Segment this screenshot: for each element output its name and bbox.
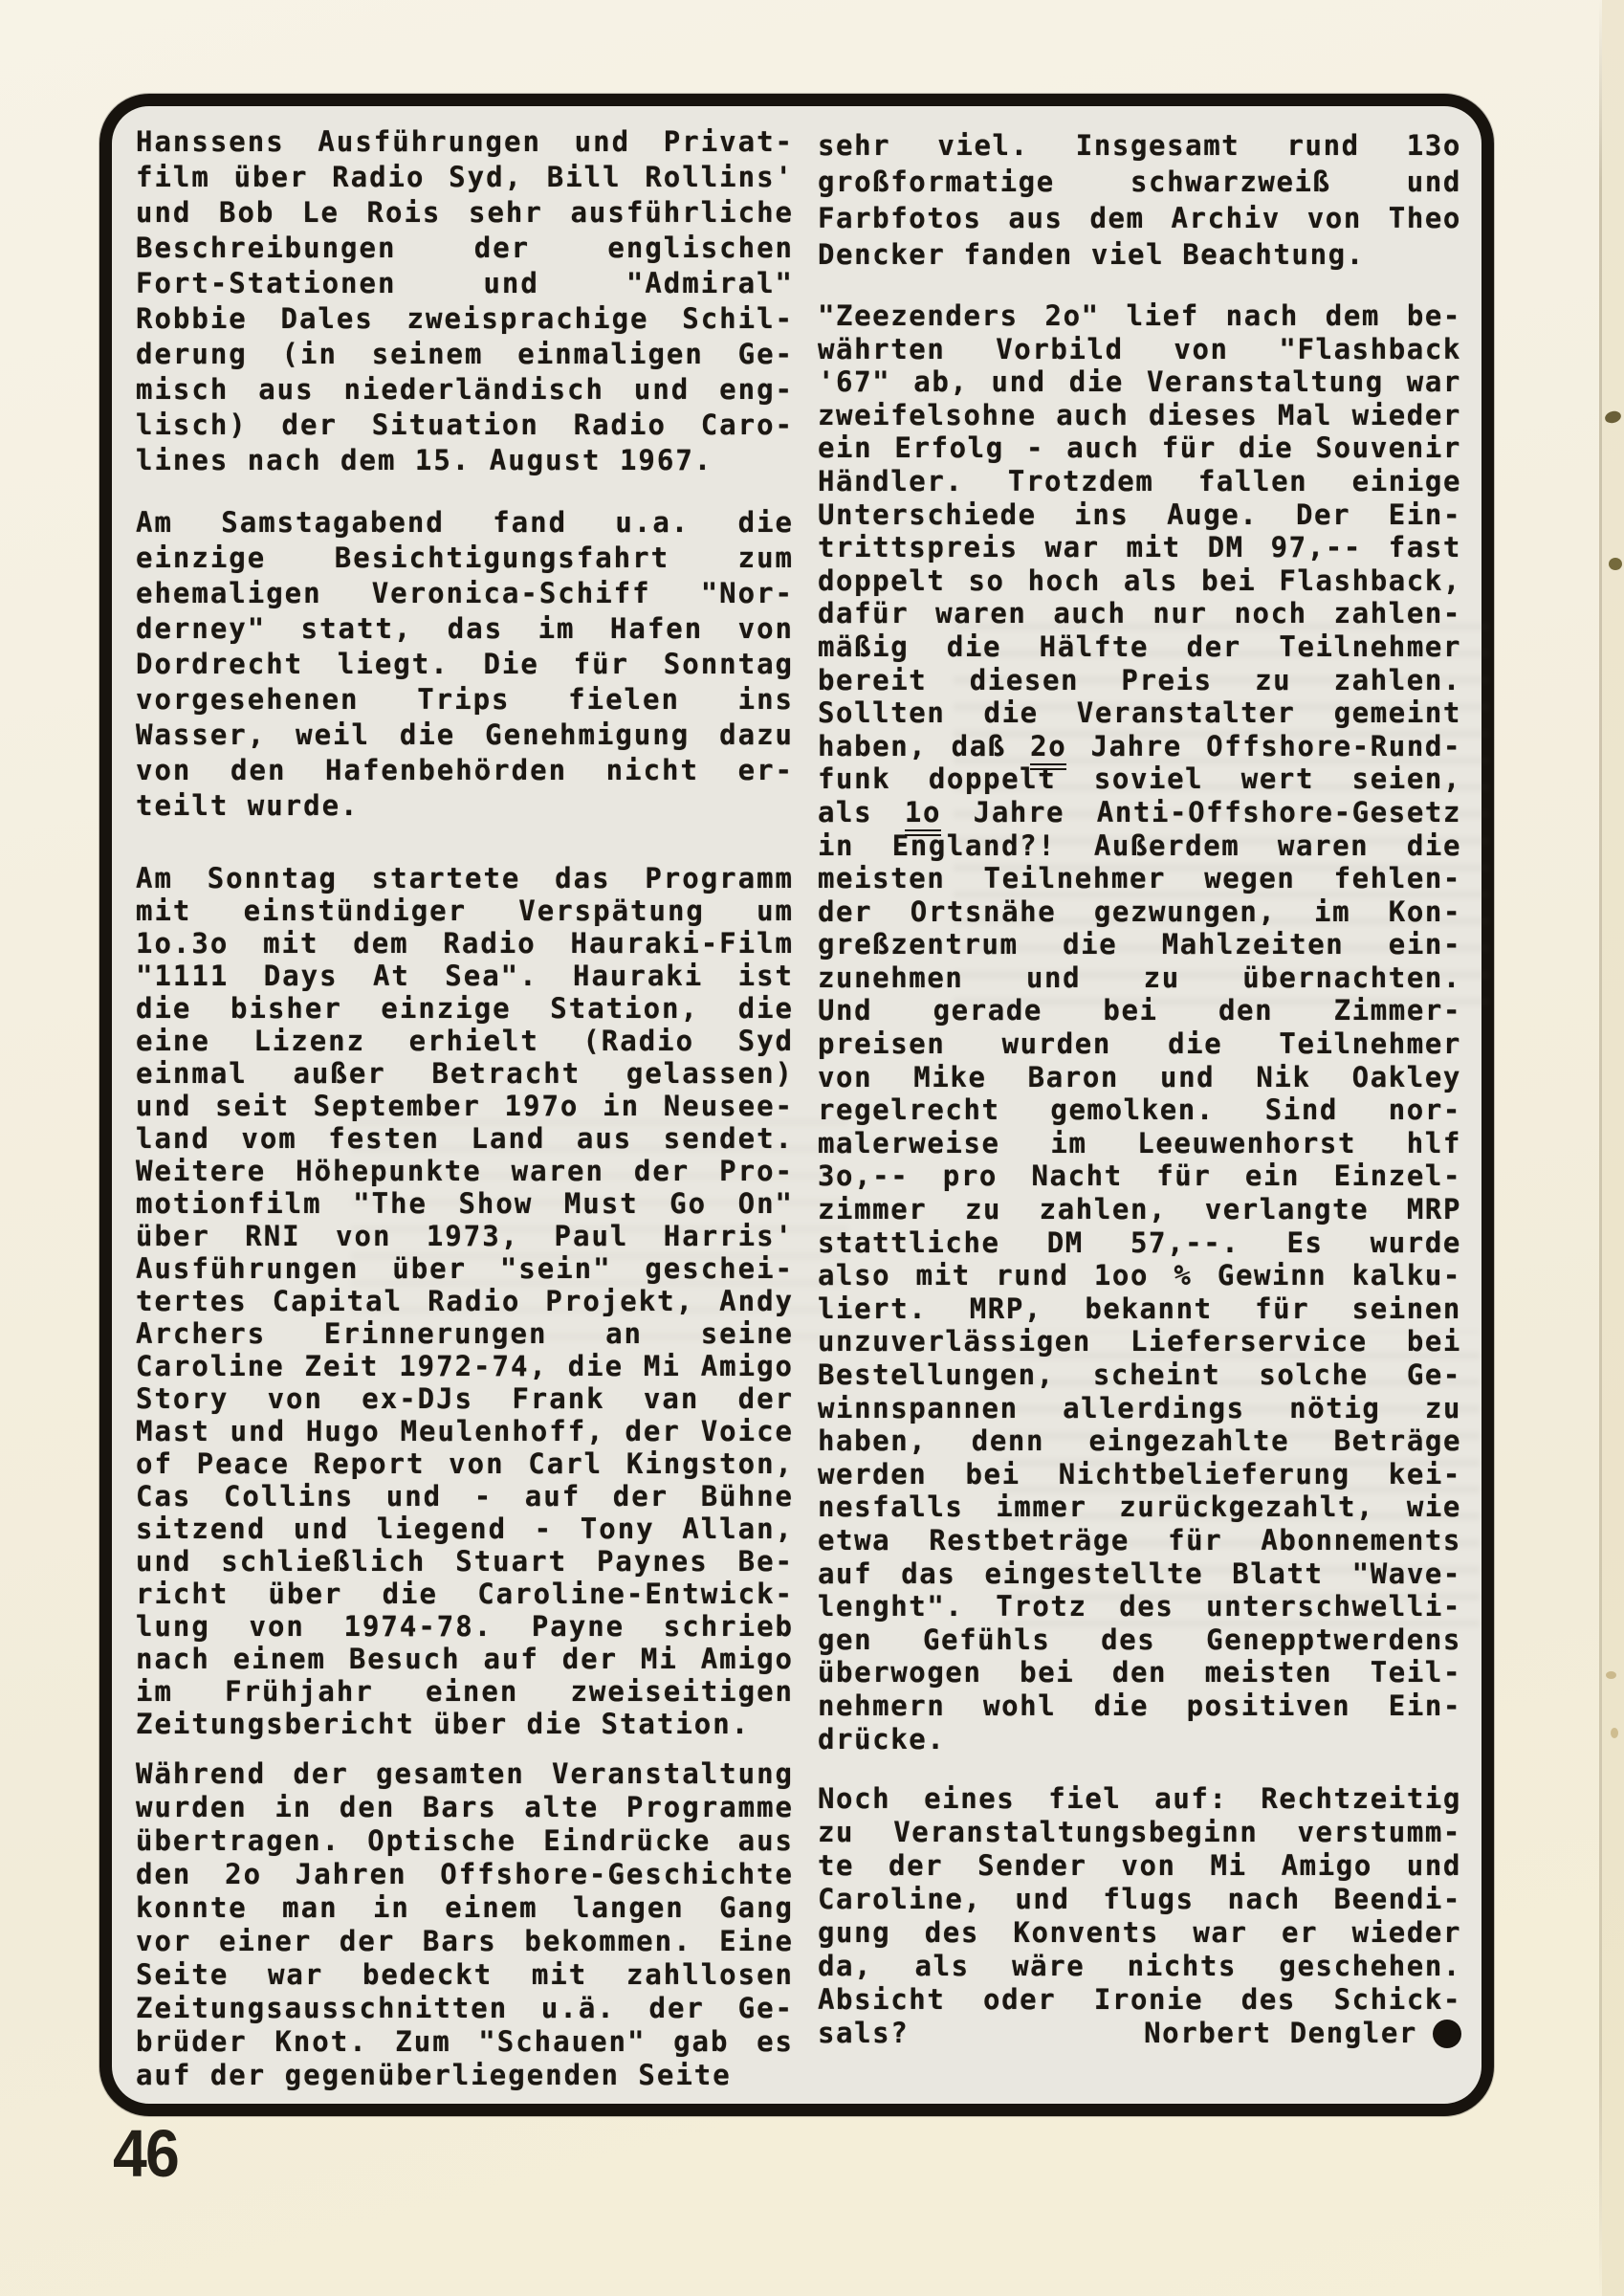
text-line: etwa Restbeträge für Abonnements (818, 1523, 1461, 1556)
text-line: Dencker fanden viel Beachtung. (818, 238, 1365, 271)
text-line: Robbie Dales zweisprachige Schil- (136, 302, 794, 335)
text-line: vorgesehenen Trips fielen ins (136, 683, 794, 716)
text-line: doppelt so hoch als bei Flashback, (818, 563, 1461, 597)
paper-crease-line (1599, 0, 1602, 2296)
paper-speck (1609, 558, 1622, 570)
text-line: brüder Knot. Zum "Schauen" gab es (136, 2025, 794, 2058)
text-line: trittspreis war mit DM 97,-- fast (818, 531, 1461, 564)
text-line: lung von 1974-78. Payne schrieb (136, 1610, 794, 1643)
text-line: übertragen. Optische Eindrücke aus (136, 1824, 794, 1857)
text-line: drücke. (818, 1722, 946, 1755)
text-line: meisten Teilnehmer wegen fehlen- (818, 862, 1461, 895)
text-line: Bestellungen, scheint solche Ge- (818, 1358, 1461, 1391)
text-line: konnte man in einem langen Gang (136, 1891, 794, 1924)
text-line: Absicht oder Ironie des Schick- (818, 1983, 1461, 2017)
text-line: sehr viel. Insgesamt rund 13o (818, 129, 1461, 162)
text-line: Zeitungsausschnitten u.ä. der Ge- (136, 1992, 794, 2024)
text-line: Unterschiede ins Auge. Der Ein- (818, 497, 1461, 531)
text-line: die bisher einzige Station, die (136, 992, 794, 1025)
text-line: funk doppelt soviel wert seien, (818, 762, 1461, 796)
text-line: also mit rund 1oo % Gewinn kalku- (818, 1259, 1461, 1292)
text-line: von Mike Baron und Nik Oakley (818, 1060, 1461, 1093)
text-line: greßzentrum die Mahlzeiten ein- (818, 928, 1461, 961)
text-line: währten Vorbild von "Flashback (818, 332, 1461, 365)
left-paragraph-3 (136, 862, 794, 1740)
text-line: Beschreibungen der englischen (136, 232, 794, 264)
text-line: Caroline Zeit 1972-74, die Mi Amigo (136, 1350, 794, 1382)
text-line: land vom festen Land aus sendet. (136, 1122, 794, 1155)
text-line: eine Lizenz erhielt (Radio Syd (136, 1025, 794, 1057)
text-line: tertes Capital Radio Projekt, Andy (136, 1285, 794, 1317)
text-line: Und gerade bei den Zimmer- (818, 994, 1461, 1027)
text-line: und Bob Le Rois sehr ausführliche (136, 196, 794, 229)
text-line: da, als wäre nichts geschehen. (818, 1950, 1461, 1983)
text-segment: Jahre Anti-Offshore-Gesetz (941, 795, 1461, 828)
text-line: '67" ab, und die Veranstaltung war (818, 365, 1461, 399)
text-line: winnspannen allerdings nötig zu (818, 1391, 1461, 1424)
text-line: "1111 Days At Sea". Hauraki ist (136, 960, 794, 992)
text-line: Mast und Hugo Meulenhoff, der Voice (136, 1415, 794, 1447)
right-text-column (818, 127, 1461, 2050)
text-line: in England?! Außerdem waren die (818, 828, 1461, 862)
text-line: zunehmen und zu übernachten. (818, 960, 1461, 994)
text-segment: Jahre Offshore-Rund- (1066, 729, 1461, 762)
left-paragraph-1 (136, 124, 794, 478)
right-paragraph-1 (818, 127, 1461, 273)
author-name: Norbert Dengler (1144, 2017, 1417, 2050)
text-line: Händler. Trotzdem fallen einige (818, 464, 1461, 497)
text-line: und seit September 197o in Neusee- (136, 1090, 794, 1122)
text-line: vor einer der Bars bekommen. Eine (136, 1925, 794, 1957)
text-line: stattliche DM 57,--. Es wurde (818, 1225, 1461, 1259)
text-line: of Peace Report von Carl Kingston, (136, 1447, 794, 1480)
text-line: ein Erfolg - auch für die Souvenir (818, 431, 1461, 465)
text-line: mit einstündiger Verspätung um (136, 894, 794, 927)
text-line: Sollten die Veranstalter gemeint (818, 696, 1461, 730)
text-line: werden bei Nichtbelieferung kei- (818, 1457, 1461, 1490)
text-line: zweifelsohne auch dieses Mal wieder (818, 398, 1461, 431)
text-line: Während der gesamten Veranstaltung (136, 1757, 794, 1790)
text-line: Story von ex-DJs Frank van der (136, 1382, 794, 1415)
text-line: sitzend und liegend - Tony Allan, (136, 1512, 794, 1545)
text-line: film über Radio Syd, Bill Rollins' (136, 161, 794, 193)
text-line: Noch eines fiel auf: Rechtzeitig (818, 1782, 1461, 1816)
text-line: dafür waren auch nur noch zahlen- (818, 597, 1461, 630)
text-line: mäßig die Hälfte der Teilnehmer (818, 629, 1461, 663)
text-line: Zeitungsbericht über die Station. (136, 1708, 751, 1740)
text-line: Caroline, und flugs nach Beendi- (818, 1883, 1461, 1916)
text-line: auf das eingestellte Blatt "Wave- (818, 1556, 1461, 1590)
text-line: Fort-Stationen und "Admiral" (136, 267, 794, 299)
text-line (818, 730, 1461, 763)
text-line: lenght". Trotz des unterschwelli- (818, 1590, 1461, 1623)
text-line: 1o.3o mit dem Radio Hauraki-Film (136, 927, 794, 960)
text-line: lines nach dem 15. August 1967. (136, 444, 713, 476)
page-number: 46 (113, 2116, 178, 2191)
underlined-text: 1o (905, 796, 941, 836)
text-line: einmal außer Betracht gelassen) (136, 1057, 794, 1090)
paper-edge-shading (1602, 0, 1624, 2296)
text-line (818, 796, 1461, 829)
text-line: "Zeezenders 2o" lief nach dem be- (818, 299, 1461, 332)
text-line: malerweise im Leeuwenhorst hlf (818, 1126, 1461, 1159)
text-line: nesfalls immer zurückgezahlt, wie (818, 1490, 1461, 1524)
right-paragraph-2 (818, 299, 1461, 1755)
left-paragraph-4 (136, 1757, 794, 2092)
text-line: lisch) der Situation Radio Caro- (136, 408, 794, 441)
left-text-column (136, 124, 794, 2092)
text-line: teilt wurde. (136, 789, 360, 822)
text-line: wurden in den Bars alte Programme (136, 1791, 794, 1823)
text-line: auf der gegenüberliegenden Seite (136, 2059, 732, 2091)
text-line: zimmer zu zahlen, verlangte MRP (818, 1193, 1461, 1226)
text-line: Wasser, weil die Genehmigung dazu (136, 718, 794, 751)
text-line: bereit diesen Preis zu zahlen. (818, 663, 1461, 696)
text-line: te der Sender von Mi Amigo und (818, 1849, 1461, 1883)
text-line: einzige Besichtigungsfahrt zum (136, 541, 794, 574)
text-line: haben, denn eingezahlte Beträge (818, 1424, 1461, 1458)
text-line: und schließlich Stuart Paynes Be- (136, 1545, 794, 1578)
text-line: unzuverlässigen Lieferservice bei (818, 1325, 1461, 1358)
paper-speck (1606, 1671, 1616, 1679)
text-line: 3o,-- pro Nacht für ein Einzel- (818, 1159, 1461, 1193)
text-line: gung des Konvents war er wieder (818, 1916, 1461, 1950)
left-paragraph-2 (136, 505, 794, 824)
closing-word: sals? (818, 2017, 910, 2050)
text-line: richt über die Caroline-Entwick- (136, 1578, 794, 1610)
right-paragraph-3 (818, 1782, 1461, 2050)
text-line: ehemaligen Veronica-Schiff "Nor- (136, 577, 794, 609)
text-line: Hanssens Ausführungen und Privat- (136, 125, 794, 158)
end-of-article-bullet-icon (1433, 2020, 1461, 2048)
paper-speck (1611, 1728, 1618, 1738)
text-line: von den Hafenbehörden nicht er- (136, 754, 794, 786)
text-line: misch aus niederländisch und eng- (136, 373, 794, 406)
text-line: Cas Collins und - auf der Bühne (136, 1480, 794, 1512)
author-signature (1144, 2017, 1461, 2050)
text-line: motionfilm "The Show Must Go On" (136, 1187, 794, 1220)
text-line: Am Sonntag startete das Programm (136, 862, 794, 894)
text-line: überwogen bei den meisten Teil- (818, 1656, 1461, 1689)
text-line: über RNI von 1973, Paul Harris' (136, 1220, 794, 1252)
text-line: Ausführungen über "sein" geschei- (136, 1252, 794, 1285)
text-line: derney" statt, das im Hafen von (136, 612, 794, 645)
text-line: Am Samstagabend fand u.a. die (136, 506, 794, 539)
text-line: der Ortsnähe gezwungen, im Kon- (818, 894, 1461, 928)
text-line: gen Gefühls des Genepptwerdens (818, 1623, 1461, 1656)
text-line: nach einem Besuch auf der Mi Amigo (136, 1643, 794, 1675)
text-line: Seite war bedeckt mit zahllosen (136, 1958, 794, 1991)
underlined-text: 2o (1030, 730, 1066, 770)
text-line: zu Veranstaltungsbeginn verstumm- (818, 1816, 1461, 1849)
text-line: Dordrecht liegt. Die für Sonntag (136, 648, 794, 680)
text-line: im Frühjahr einen zweiseitigen (136, 1675, 794, 1708)
text-line: Archers Erinnerungen an seine (136, 1317, 794, 1350)
text-segment: haben, daß (818, 729, 1031, 762)
text-line: preisen wurden die Teilnehmer (818, 1027, 1461, 1061)
text-line: regelrecht gemolken. Sind nor- (818, 1093, 1461, 1127)
text-line: großformatige schwarzweiß und (818, 166, 1461, 198)
text-line: Farbfotos aus dem Archiv von Theo (818, 202, 1461, 234)
text-line: Weitere Höhepunkte waren der Pro- (136, 1155, 794, 1187)
text-line: liert. MRP, bekannt für seinen (818, 1292, 1461, 1325)
text-line: den 2o Jahren Offshore-Geschichte (136, 1858, 794, 1890)
text-segment: als (818, 795, 905, 828)
closing-line (818, 2017, 1461, 2050)
text-line: derung (in seinem einmaligen Ge- (136, 338, 794, 370)
text-line: nehmern wohl die positiven Ein- (818, 1689, 1461, 1722)
